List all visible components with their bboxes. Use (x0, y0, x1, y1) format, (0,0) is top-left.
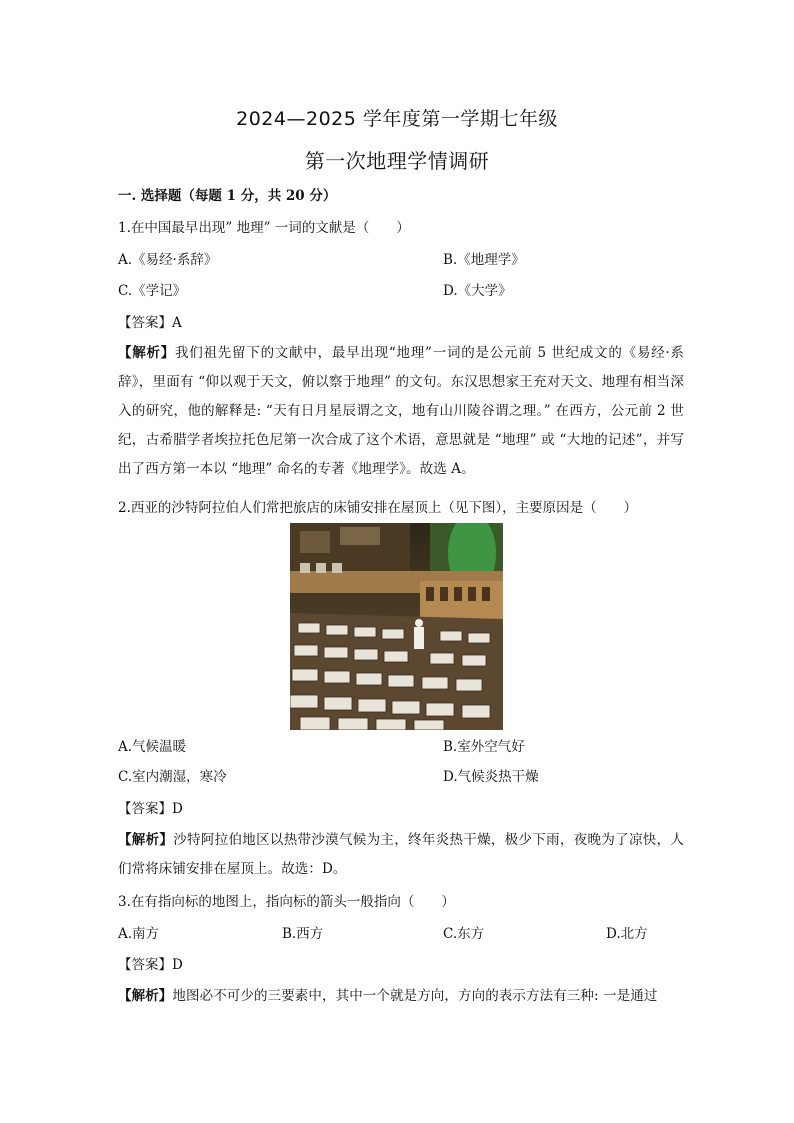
q1-answer: 【答案】A (118, 315, 182, 331)
section-heading: 一. 选择题（每题 1 分，共 20 分） (118, 188, 337, 204)
q1-option-b: B.《地理学》 (443, 252, 525, 268)
q3-option-a: A.南方 (118, 926, 160, 942)
q1-option-c: C.《学记》 (118, 283, 187, 299)
q2-analysis-label: 【解析】 (118, 832, 174, 848)
q1-analysis-text: 我们祖先留下的文献中，最早出现“地理”一词的是公元前 5 世纪成文的《易经·系辞》，里面有 “仰以观于天文，俯以察于地理” 的文句。东汉思想家王充对天文、地理有相当深入的研究，他的解释是: “天有日月星辰谓之文，地有山川陵谷谓之理。” 在西方，公元前 2 世纪，古希腊学者埃拉托色尼第一次合成了这个术语，意思就是 “地理” 或 “大地的记述”，并写出了西方第一本以 “地理” 命名的专著《地理学》。故选 A。 (118, 345, 684, 477)
rooftop-beds-photo (290, 523, 503, 730)
q2-analysis-text: 沙特阿拉伯地区以热带沙漠气候为主，终年炎热干燥，极少下雨，夜晚为了凉快，人们常将床铺安排在屋顶上。故选：D。 (118, 832, 685, 877)
q3-analysis (118, 982, 684, 1011)
q2-option-c: C.室内潮湿，寒冷 (118, 769, 227, 785)
q3-option-b: B.西方 (282, 926, 324, 942)
q3-stem: 3.在有指向标的地图上，指向标的箭头一般指向（ ） (118, 894, 455, 910)
q2-analysis (118, 826, 684, 884)
q3-option-d: D.北方 (606, 926, 648, 942)
rooftop-beds-illustration (290, 523, 503, 730)
q1-option-a: A.《易经·系辞》 (118, 252, 218, 268)
q3-option-c: C.东方 (443, 926, 485, 942)
q2-option-a: A.气候温暖 (118, 739, 187, 755)
q3-analysis-label: 【解析】 (118, 988, 173, 1004)
q1-analysis (118, 339, 684, 484)
q1-option-d: D.《大学》 (443, 283, 512, 299)
q3-answer: 【答案】D (118, 957, 183, 973)
title-line-1: 2024—2025 学年度第一学期七年级 (236, 108, 558, 130)
q3-analysis-text: 地图必不可少的三要素中，其中一个就是方向，方向的表示方法有三种: 一是通过 (172, 988, 658, 1004)
q1-stem: 1.在中国最早出现” 地理” 一词的文献是（ ） (118, 220, 410, 236)
q1-analysis-label: 【解析】 (118, 345, 176, 361)
q2-option-b: B.室外空气好 (443, 739, 525, 755)
q2-answer: 【答案】D (118, 801, 183, 817)
title-line-2: 第一次地理学情调研 (304, 149, 490, 173)
q2-stem: 2.西亚的沙特阿拉伯人们常把旅店的床铺安排在屋顶上（见下图），主要原因是（ ） (118, 500, 638, 516)
q2-option-d: D.气候炎热干燥 (443, 769, 539, 785)
